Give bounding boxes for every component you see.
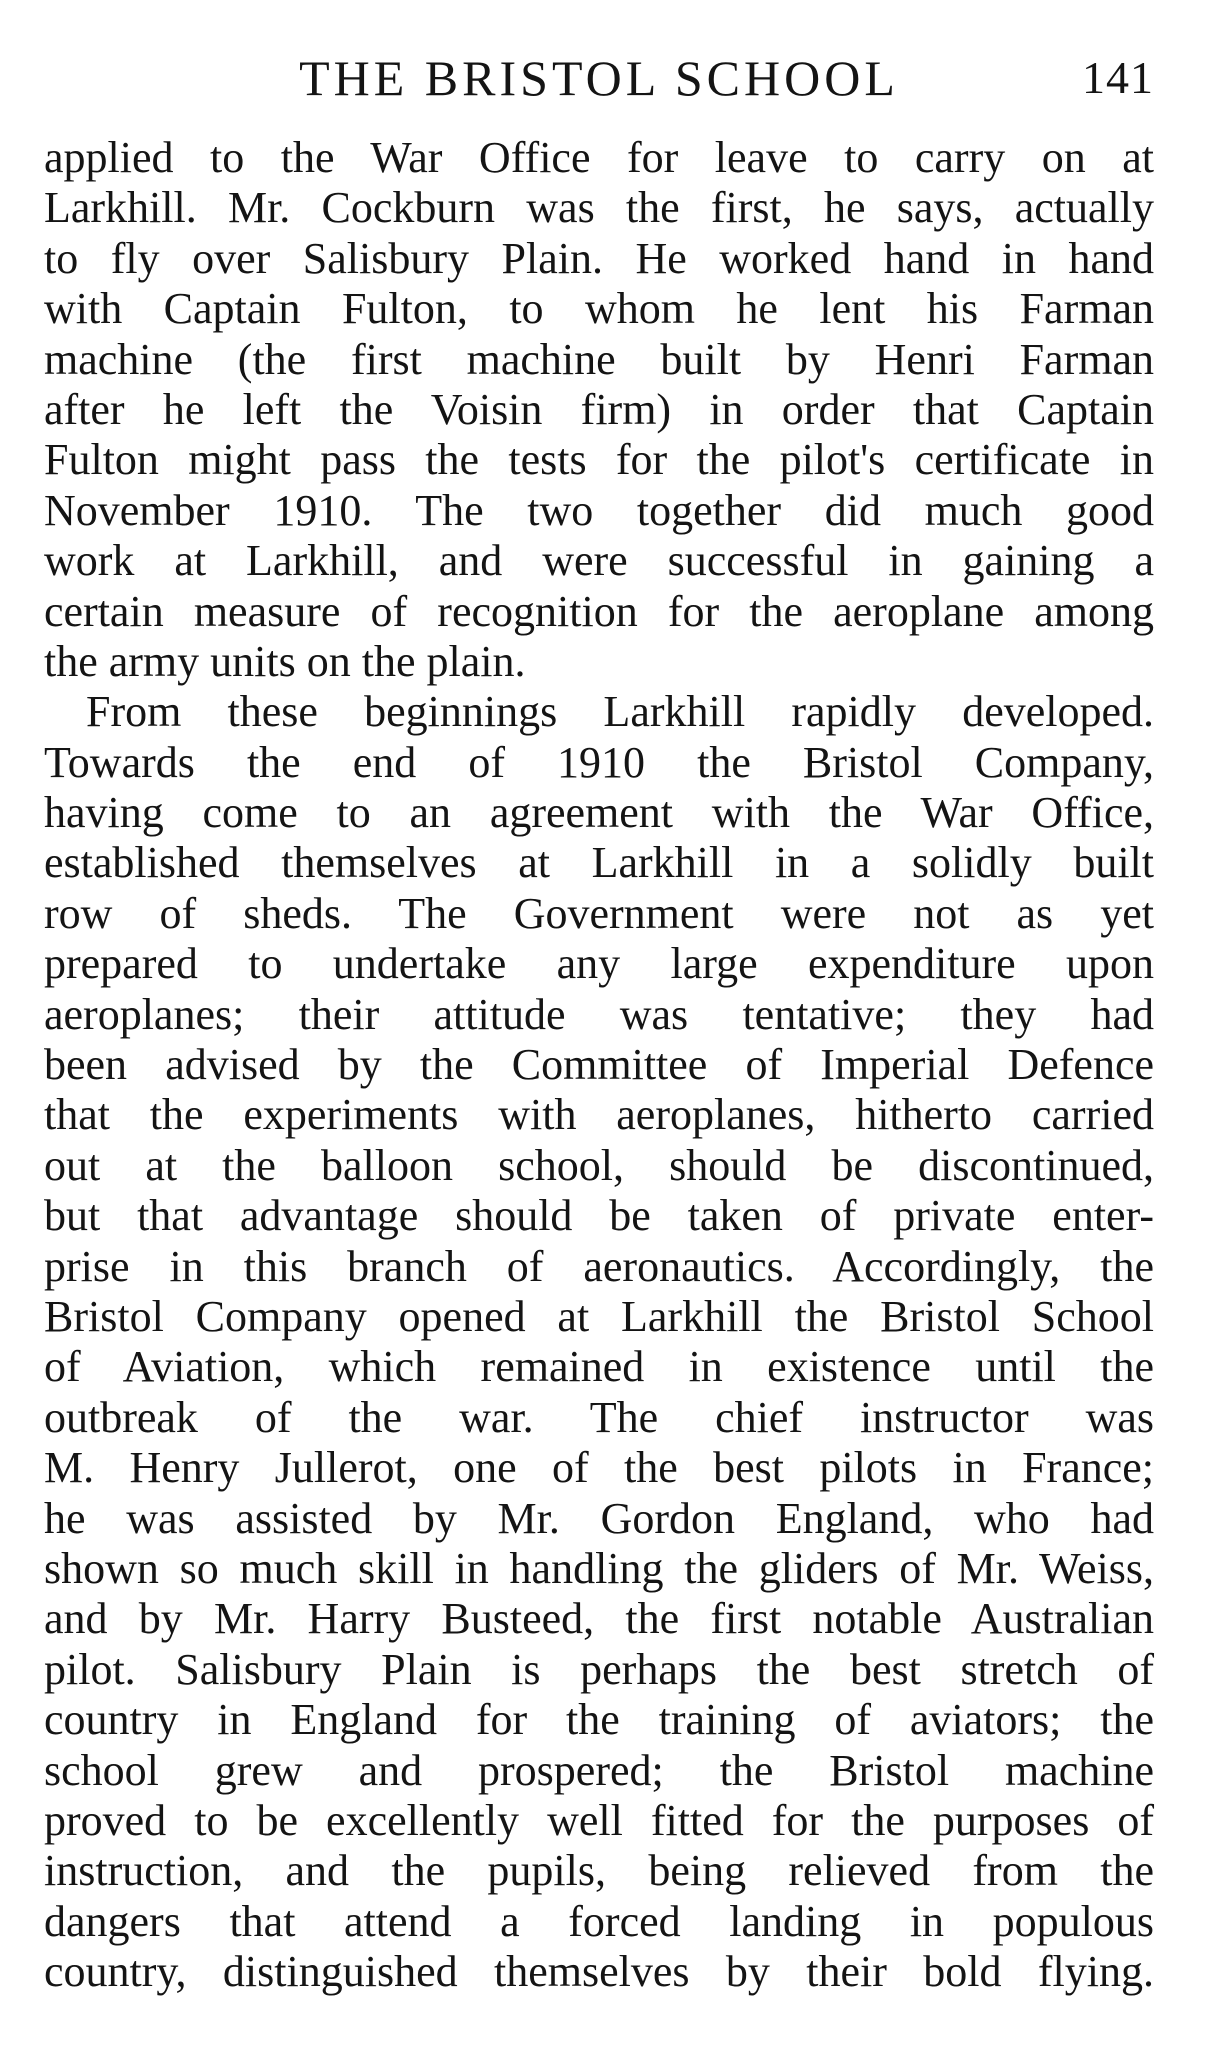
- text-line: November 1910. The two together did much good: [44, 485, 1154, 535]
- text-line: the army units on the plain.: [44, 636, 526, 686]
- text-line: dangers that attend a forced landing in populous: [44, 1896, 1154, 1946]
- text-line: certain measure of recognition for the aeroplane among: [44, 586, 1154, 636]
- text-line: country in England for the training of aviators; the: [44, 1695, 1154, 1745]
- text-line: instruction, and the pupils, being relieved from the: [44, 1846, 1154, 1896]
- text-line: machine (the first machine built by Henri Farman: [44, 334, 1154, 384]
- text-line: M. Henry Jullerot, one of the best pilots in France;: [44, 1443, 1154, 1493]
- text-line: to fly over Salisbury Plain. He worked hand in hand: [44, 233, 1154, 283]
- text-line: From these beginnings Larkhill rapidly developed.: [86, 687, 1154, 737]
- running-head: THE BRISTOL SCHOOL: [299, 50, 899, 106]
- text-line: with Captain Fulton, to whom he lent his Farman: [44, 284, 1154, 334]
- text-line: work at Larkhill, and were successful in gaining a: [44, 536, 1154, 586]
- text-line: after he left the Voisin firm) in order that Captain: [44, 384, 1154, 434]
- text-line: row of sheds. The Government were not as yet: [44, 888, 1154, 938]
- text-line: country, distinguished themselves by their bold flying.: [44, 1947, 1154, 1997]
- text-line: been advised by the Committee of Imperial Defence: [44, 1040, 1154, 1090]
- text-line: shown so much skill in handling the gliders of Mr. Weiss,: [44, 1543, 1154, 1593]
- text-line: Fulton might pass the tests for the pilot's certificate in: [44, 435, 1154, 485]
- text-line: that the experiments with aeroplanes, hitherto carried: [44, 1090, 1154, 1140]
- text-line: outbreak of the war. The chief instructor was: [44, 1392, 1154, 1442]
- text-line: prise in this branch of aeronautics. Accordingly, the: [44, 1241, 1154, 1291]
- text-line: he was assisted by Mr. Gordon England, who had: [44, 1493, 1154, 1543]
- text-line: prepared to undertake any large expenditure upon: [44, 939, 1154, 989]
- page-header: [44, 38, 1154, 118]
- text-line: having come to an agreement with the War Office,: [44, 788, 1154, 838]
- paragraph-1: [44, 133, 1154, 687]
- text-line: but that advantage should be taken of private enter-: [44, 1191, 1154, 1241]
- body-text: [44, 133, 1154, 1997]
- text-line: and by Mr. Harry Busteed, the first notable Australian: [44, 1594, 1154, 1644]
- text-line: established themselves at Larkhill in a solidly built: [44, 838, 1154, 888]
- paragraph-2: [44, 687, 1154, 1997]
- text-line: proved to be excellently well fitted for the purposes of: [44, 1795, 1154, 1845]
- text-line: of Aviation, which remained in existence until the: [44, 1342, 1154, 1392]
- text-line: Bristol Company opened at Larkhill the Bristol School: [44, 1291, 1154, 1341]
- text-line: out at the balloon school, should be discontinued,: [44, 1140, 1154, 1190]
- text-line: applied to the War Office for leave to carry on at: [44, 133, 1154, 182]
- text-line: Towards the end of 1910 the Bristol Company,: [44, 737, 1154, 787]
- text-line: school grew and prospered; the Bristol machine: [44, 1745, 1154, 1795]
- text-line: aeroplanes; their attitude was tentative; they had: [44, 989, 1154, 1039]
- page-number: 141: [1082, 52, 1154, 103]
- text-line: Larkhill. Mr. Cockburn was the first, he says, actually: [44, 183, 1154, 233]
- text-line: pilot. Salisbury Plain is perhaps the best stretch of: [44, 1644, 1154, 1694]
